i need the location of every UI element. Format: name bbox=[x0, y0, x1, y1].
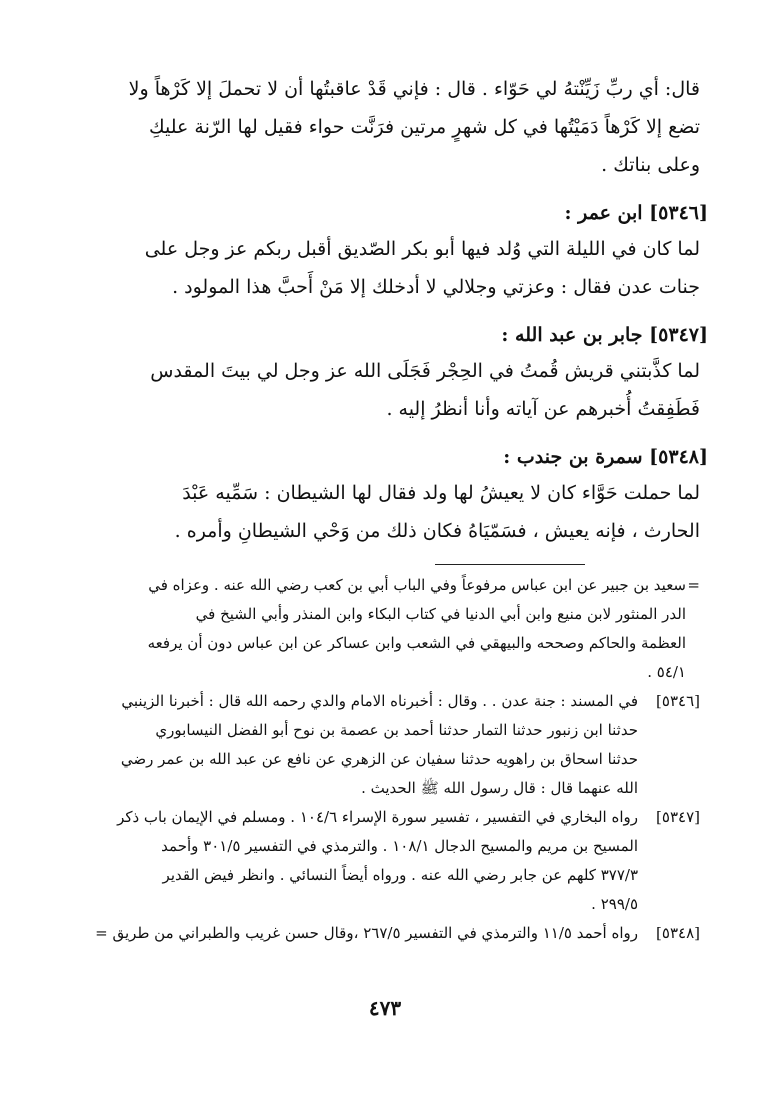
entry-narrator: سمرة بن جندب : bbox=[503, 446, 643, 468]
entry-heading bbox=[70, 440, 708, 474]
text-line: جنات عدن فقال : وعزتي وجلالي لا أدخلك إلا مَنْ أَحبَّ هذا المولود . bbox=[172, 276, 700, 298]
entry-heading bbox=[70, 196, 708, 230]
hadith-entry-5347 bbox=[70, 318, 708, 428]
hadith-entry-5346 bbox=[70, 196, 708, 306]
footnote-line: المسيح بن مريم والمسيح الدجال ١٠٨/١ . والترمذي في التفسير ٣٠١/٥ وأحمد bbox=[161, 837, 638, 855]
text-line: وعلى بناتك . bbox=[601, 154, 700, 176]
footnote-line: في المسند : جنة عدن . . وقال : أخبرناه الامام والدي رحمه الله قال : أخبرنا الزينبي bbox=[121, 692, 638, 710]
footnotes bbox=[70, 571, 700, 948]
footnote-divider bbox=[435, 564, 585, 565]
footnote-5348 bbox=[70, 919, 700, 948]
footnote-line: رواه أحمد ١١/٥ والترمذي في التفسير ٢٦٧/٥ ،وقال حسن غريب والطبراني من طريق = bbox=[95, 924, 638, 942]
text-line: فَطَفِقتُ أُخبرهم عن آياته وأنا أنظرُ إليه . bbox=[386, 398, 700, 420]
footnote-line: ٣٧٧/٣ كلهم عن جابر رضي الله عنه . ورواه أيضاً النسائي . وانظر فيض القدير bbox=[162, 866, 638, 884]
text-line: لما حملت حَوَّاء كان لا يعيشُ لها ولد فقال لها الشيطان : سَمِّيه عَبْدَ bbox=[182, 482, 700, 504]
footnote-5346 bbox=[70, 687, 700, 803]
footnote-5347 bbox=[70, 803, 700, 919]
page-content bbox=[70, 70, 708, 948]
intro-text bbox=[70, 70, 700, 184]
entry-number: [٥٣٤٨] bbox=[649, 446, 708, 468]
entry-narrator: ابن عمر : bbox=[564, 202, 643, 224]
entry-heading bbox=[70, 318, 708, 352]
footnote-line: سعيد بن جبير عن ابن عباس مرفوعاً وفي الباب أبي بن كعب رضي الله عنه . وعزاه في bbox=[148, 576, 686, 594]
footnote-line: الله عنهما قال : قال رسول الله ﷺ الحديث . bbox=[361, 779, 638, 797]
entry-number: [٥٣٤٧] bbox=[649, 324, 708, 346]
page-number: ٤٧٣ bbox=[368, 996, 402, 1020]
footnote-marker: [٥٣٤٨] bbox=[656, 924, 700, 942]
footnote-line: حدثنا اسحاق بن راهويه حدثنا سفيان عن الزهري عن نافع عن عبد الله بن عمر رضي bbox=[120, 750, 638, 768]
hadith-entry-5348 bbox=[70, 440, 708, 550]
footnote-line: حدثنا ابن زنبور حدثنا التمار حدثنا أحمد بن عصمة بن نوح أبو الفضل النيسابوري bbox=[155, 721, 638, 739]
footnote-line: رواه البخاري في التفسير ، تفسير سورة الإسراء ١٠٤/٦ . ومسلم في الإيمان باب ذكر bbox=[117, 808, 638, 826]
footnote-continuation bbox=[70, 571, 700, 687]
footnote-marker: = bbox=[687, 576, 700, 594]
footnote-marker: [٥٣٤٦] bbox=[656, 692, 700, 710]
footnote-line: ٥٤/١ . bbox=[647, 663, 686, 681]
entry-number: [٥٣٤٦] bbox=[649, 202, 708, 224]
text-line: لما كان في الليلة التي وُلد فيها أبو بكر الصّديق أقبل ربكم عز وجل على bbox=[144, 238, 700, 260]
text-line: قال: أي ربِّ زَيِّنْتهُ لي حَوّاء . قال : فإني قَدْ عاقبتُها أن لا تحملَ إلا كَرْهاً ولا bbox=[128, 78, 700, 100]
text-line: لما كذَّبتني قريش قُمتُ في الحِجْر فَجَلَى الله عز وجل لي بيتَ المقدس bbox=[150, 360, 700, 382]
text-line: الحارث ، فإنه يعيش ، فسَمّيَاهُ فكان ذلك من وَحْي الشيطانِ وأمره . bbox=[174, 520, 700, 542]
footnote-line: العظمة والحاكم وصححه والبيهقي في الشعب وابن عساكر عن ابن عباس دون أن يرفعه bbox=[147, 634, 686, 652]
text-line: تضع إلا كَرْهاً دَمَيْتُها في كل شهرٍ مرتين فرَنَّت حواء فقيل لها الرّنة عليكِ bbox=[149, 116, 700, 138]
footnote-line: ٢٩٩/٥ . bbox=[591, 895, 638, 913]
footnote-marker: [٥٣٤٧] bbox=[656, 808, 700, 826]
entry-narrator: جابر بن عبد الله : bbox=[501, 324, 643, 346]
footnote-line: الدر المنثور لابن منيع وابن أبي الدنيا في كتاب البكاء وابن المنذر وأبي الشيخ في bbox=[195, 605, 686, 623]
